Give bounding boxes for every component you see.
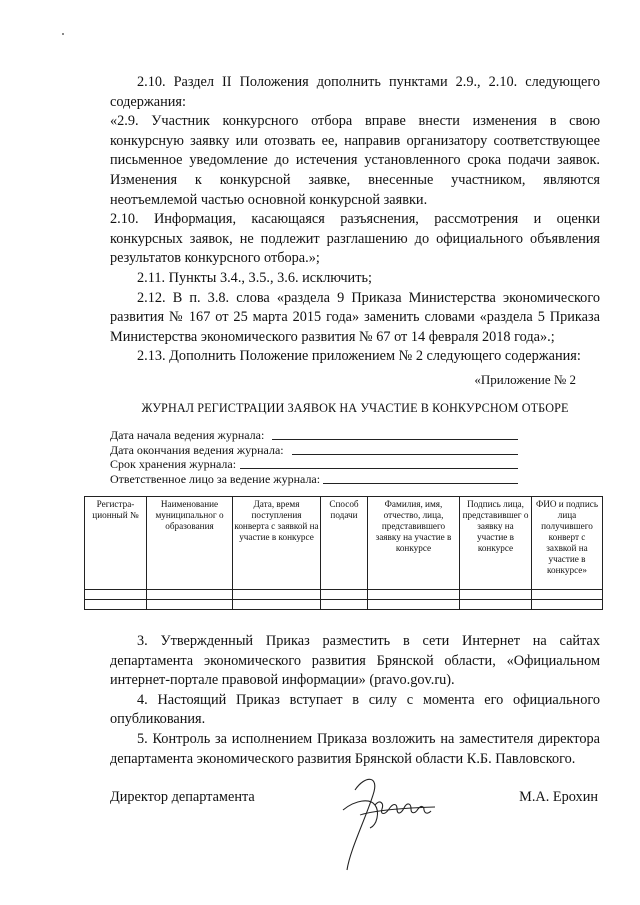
journal-fields [110, 428, 320, 486]
table-cell [460, 590, 532, 600]
clause-4: 4. Настоящий Приказ вступает в силу с момента его официального опубликования. [110, 691, 600, 728]
table-cell [532, 590, 603, 600]
field-start-date [110, 428, 320, 443]
signatory-name: М.А. Ерохин [519, 789, 598, 805]
clause-2-9-text: «2.9. Участник конкурсного отбора вправе внести изменения в свою конкурсную заявку или отозвать ее, направив организатору соответствующее письменное уведомление до истечения установленного срока подачи заявок. Изменения к конкурсной заявке, внесенные участником, являются неотъемлемой частью основной конкурсной заявки. [110, 113, 600, 208]
table-cell [147, 590, 233, 600]
signatory-position: Директор департамента [110, 789, 255, 805]
table-row [85, 600, 603, 610]
table-row [85, 590, 603, 600]
amendment-2-11: 2.11. Пункты 3.4., 3.5., 3.6. исключить; [137, 269, 372, 286]
table-cell [321, 600, 368, 610]
table-cell [85, 600, 147, 610]
amendment-2-10: 2.10. Раздел II Положения дополнить пунктами 2.9., 2.10. следующего содержания: [110, 74, 600, 110]
amendment-2-12: 2.12. В п. 3.8. слова «раздела 9 Приказа Министерства экономического развития № 167 от 25 марта 2015 года» заменить словами «раздела 5 Приказа Министерства экономического развития № 67 от 14 февраля 2018 года».; [110, 289, 600, 345]
clause-2-10-text: 2.10. Информация, касающаяся разъяснения, рассмотрения и оценки конкурсных заявок, не подлежит разглашению до официального объявления результатов конкурсного отбора.»; [110, 211, 600, 267]
handwritten-signature [335, 770, 445, 875]
clause-3: 3. Утвержденный Приказ разместить в сети Интернет на сайтах департамента экономического развития Брянской области, «Официальном интернет-портале правовой информации» (pravo.gov.ru). [110, 633, 600, 689]
amendment-2-13: 2.13. Дополнить Положение приложением № 2 следующего содержания: [137, 348, 581, 365]
col-header-submitter-name: Фамилия, имя, отчество, лица, представившего заявку на участие в конкурсе [368, 497, 460, 590]
table-cell [460, 600, 532, 610]
col-header-receipt-datetime: Дата, время поступления конверта с заявкой на участие в конкурсе [233, 497, 321, 590]
field-label: Дата окончания ведения журнала: [110, 442, 284, 457]
journal-title: ЖУРНАЛ РЕГИСТРАЦИИ ЗАЯВОК НА УЧАСТИЕ В КОНКУРСНОМ ОТБОРЕ [141, 401, 569, 415]
table-cell [147, 600, 233, 610]
fill-line [272, 439, 518, 440]
col-header-receiver: ФИО и подпись лица получившего конверт с захвкой на участие в конкурсе» [532, 497, 603, 590]
table-header-row [85, 497, 603, 590]
registration-table [84, 496, 603, 610]
clause-5: 5. Контроль за исполнением Приказа возложить на заместителя директора департамента экономического развития Брянской области К.Б. Павловского. [110, 730, 600, 767]
fill-line [240, 468, 518, 469]
field-responsible-person [110, 472, 320, 487]
col-header-reg-number: Регистра-ционный № [85, 497, 147, 590]
table-cell [368, 590, 460, 600]
col-header-submission-method: Способ подачи [321, 497, 368, 590]
field-end-date [110, 443, 320, 458]
closing-section [110, 632, 600, 769]
field-storage-period [110, 457, 320, 472]
appendix-label: «Приложение № 2 [474, 372, 576, 387]
field-label: Срок хранения журнала: [110, 457, 237, 471]
table-cell [368, 600, 460, 610]
amendments-section [110, 73, 600, 367]
col-header-municipality: Наименование муниципальног о образования [147, 497, 233, 590]
fill-line [292, 454, 518, 455]
table-cell [233, 590, 321, 600]
table-cell [85, 590, 147, 600]
col-header-submitter-signature: Подпись лица, представившег о заявку на участие в конкурсе [460, 497, 532, 590]
table-cell [532, 600, 603, 610]
fill-line [323, 483, 518, 484]
scan-speck [62, 33, 64, 35]
table-cell [233, 600, 321, 610]
field-label: Дата начала ведения журнала: [110, 428, 265, 442]
field-label: Ответственное лицо за ведение журнала: [110, 471, 321, 486]
table-cell [321, 590, 368, 600]
